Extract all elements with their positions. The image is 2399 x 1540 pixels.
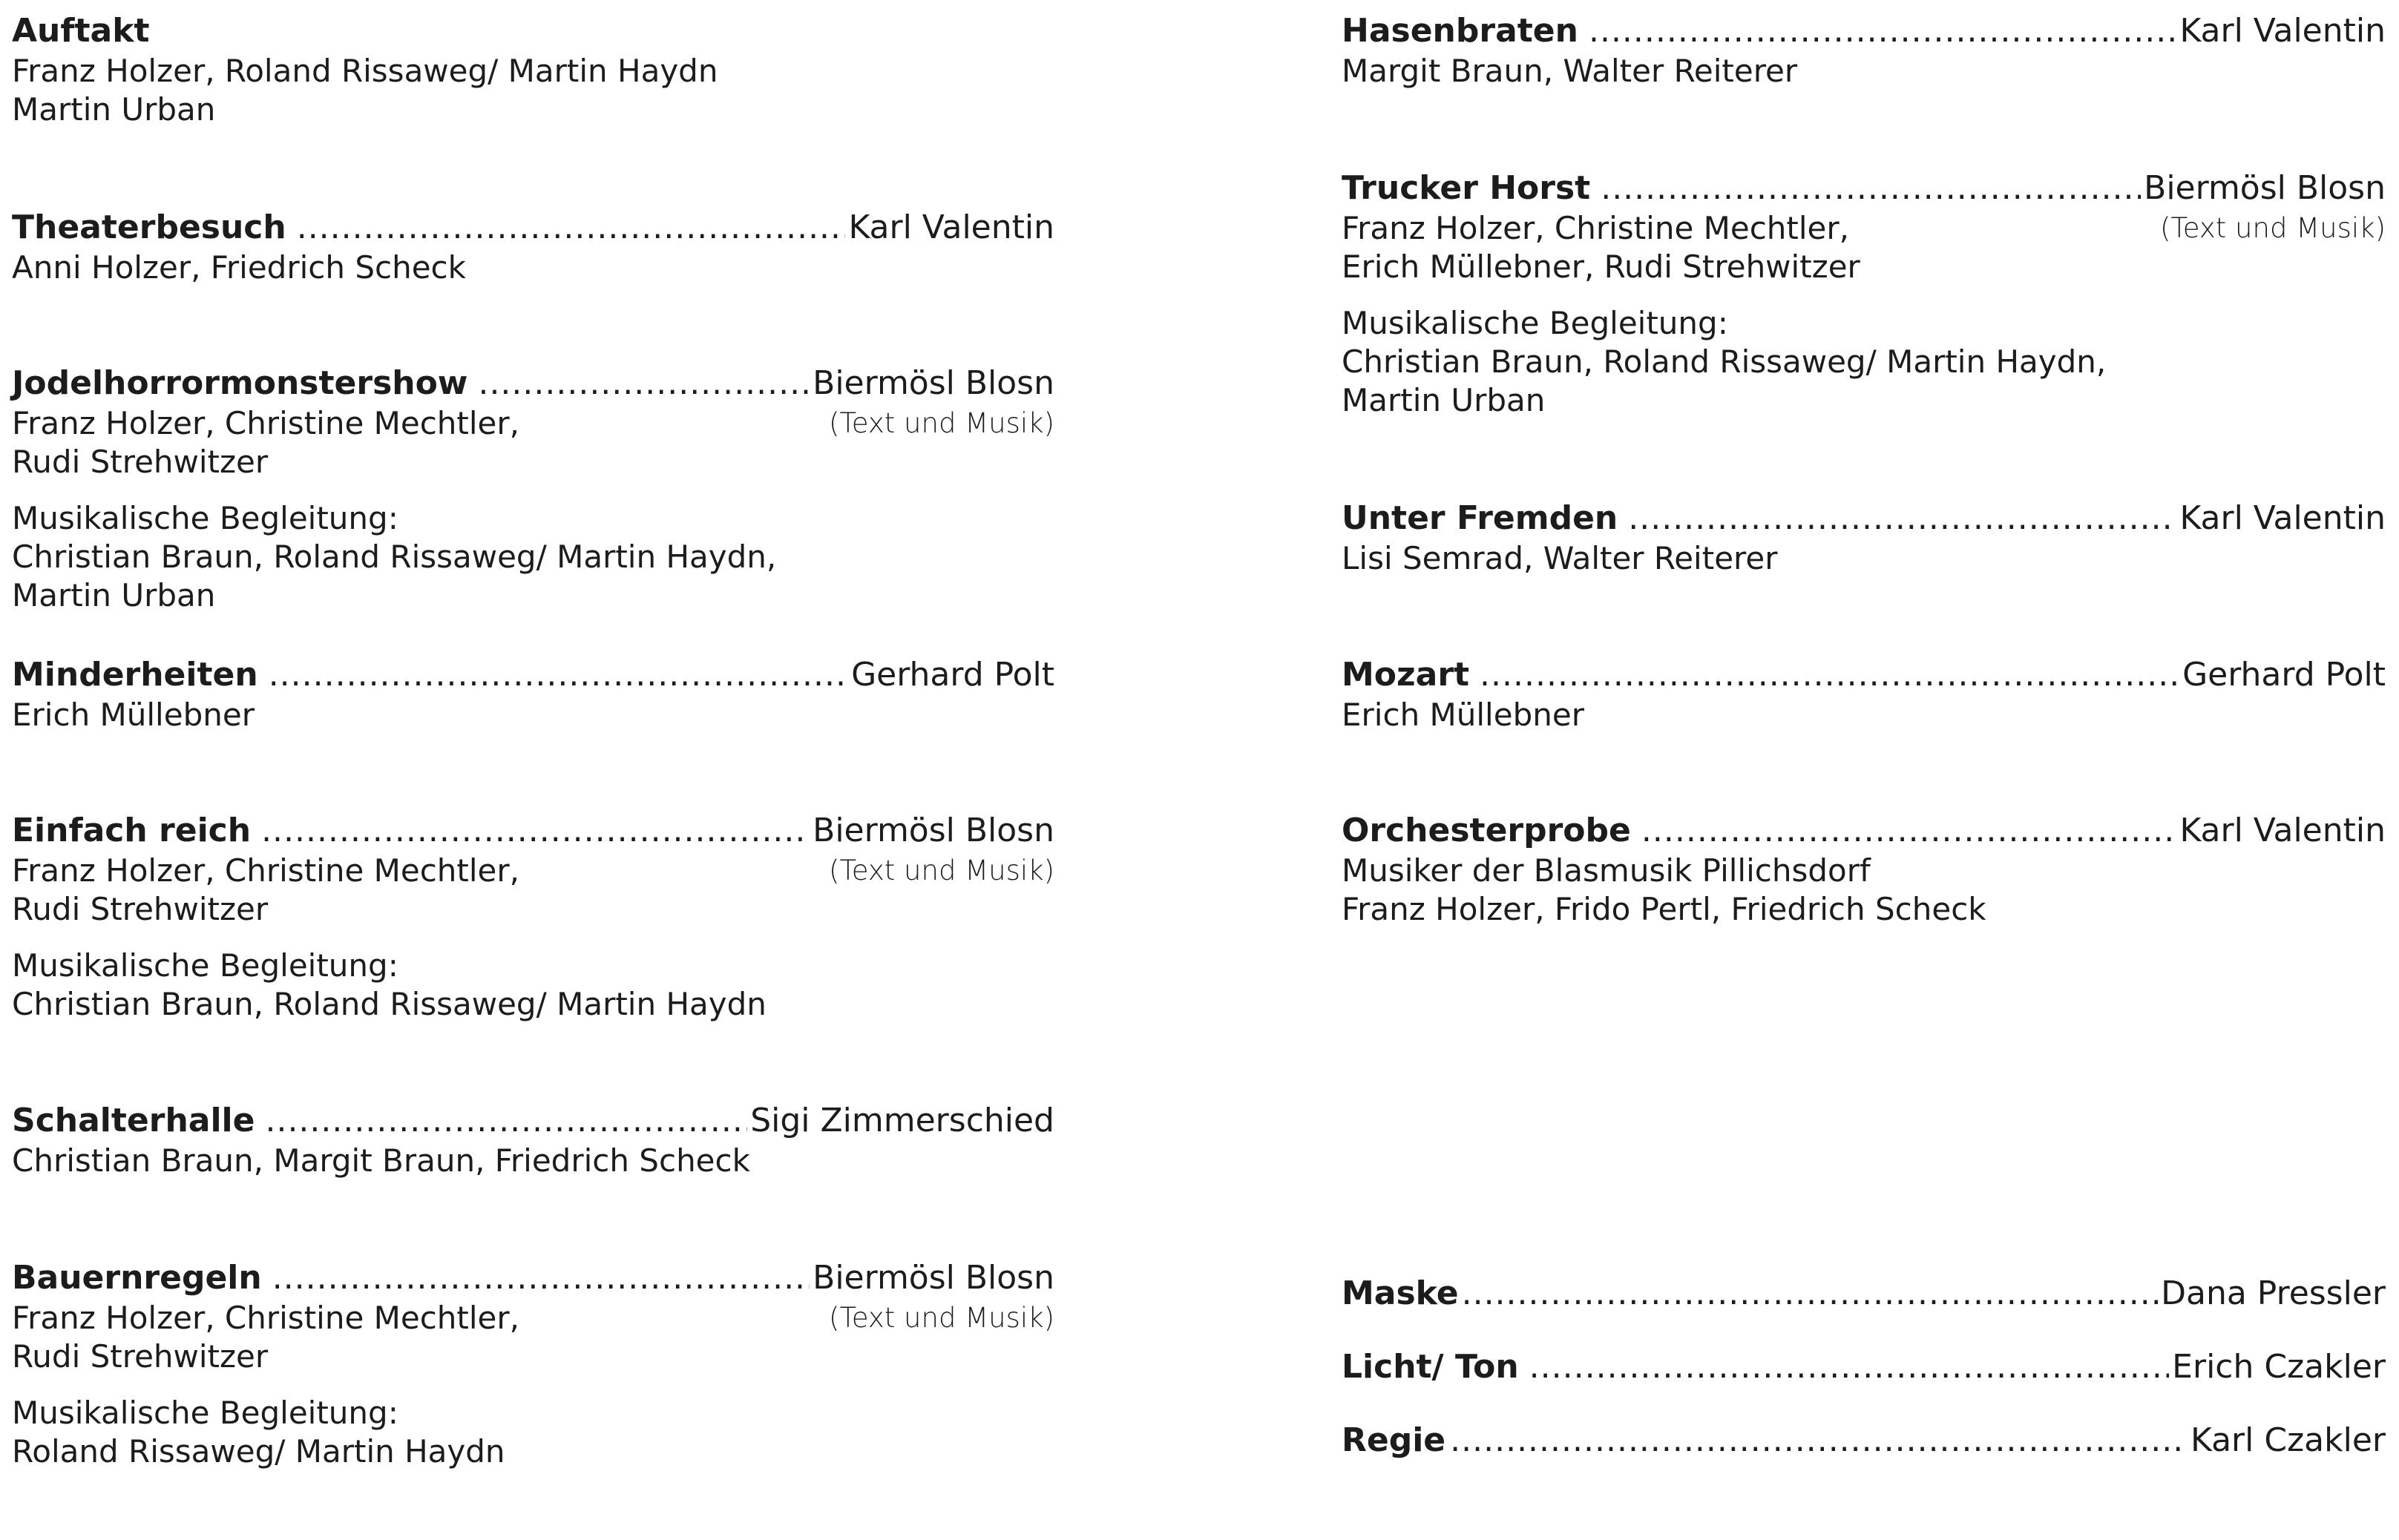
- credit-name: Dana Pressler: [2161, 1274, 2386, 1312]
- credit-role: Licht/ Ton: [1342, 1348, 1519, 1386]
- program-entry-minderheiten: [12, 654, 1054, 734]
- accompaniment-line: Martin Urban: [12, 577, 216, 613]
- accompaniment-label: Musikalische Begleitung:: [12, 947, 398, 984]
- dot-leader: [1462, 1273, 2159, 1314]
- accompaniment-line: Christian Braun, Roland Rissaweg/ Martin Haydn: [12, 986, 767, 1022]
- cast-line: Rudi Strehwitzer: [12, 1338, 269, 1375]
- dot-leader: [1450, 1420, 2188, 1461]
- dot-leader: [265, 1100, 747, 1142]
- entry-title: Einfach reich: [12, 812, 252, 849]
- cast-line: Erich Müllebner, Rudi Strehwitzer: [1342, 249, 1860, 285]
- program-entry-orchesterprobe: [1342, 810, 2386, 929]
- program-entry-auftakt: [12, 10, 1054, 129]
- entry-author: Karl Valentin: [848, 208, 1054, 246]
- credit-name: Karl Czakler: [2190, 1421, 2386, 1459]
- dot-leader: [269, 654, 848, 696]
- entry-author: Biermösl Blosn: [2144, 169, 2386, 207]
- entry-title: Schalterhalle: [12, 1102, 255, 1139]
- cast-line: Franz Holzer, Christine Mechtler,: [12, 852, 520, 889]
- program-entry-bauernregeln: [12, 1257, 1054, 1471]
- program-entry-einfach-reich: [12, 810, 1054, 1024]
- program-entry-theaterbesuch: [12, 207, 1054, 287]
- entry-author: Gerhard Polt: [851, 656, 1054, 694]
- cast-line: Lisi Semrad, Walter Reiterer: [1342, 540, 1778, 576]
- cast-line: Franz Holzer, Christine Mechtler,: [12, 1300, 520, 1336]
- accompaniment-line: Martin Urban: [1342, 382, 1546, 418]
- credit-name: Erich Czakler: [2172, 1348, 2386, 1386]
- dot-leader: [272, 1257, 810, 1299]
- entry-title: Orchesterprobe: [1342, 812, 1631, 849]
- entry-title: Mozart: [1342, 656, 1470, 694]
- program-entry-hasenbraten: [1342, 10, 2386, 91]
- dot-leader: [1641, 810, 2177, 852]
- entry-author: Karl Valentin: [2179, 499, 2386, 537]
- cast-line: Rudi Strehwitzer: [12, 891, 269, 927]
- dot-leader: [1601, 168, 2141, 209]
- cast-line: Franz Holzer, Christine Mechtler,: [12, 405, 520, 441]
- entry-note: (Text und Musik): [829, 407, 1054, 439]
- cast-line: Margit Braun, Walter Reiterer: [1342, 53, 1798, 89]
- entry-author: Biermösl Blosn: [813, 1259, 1054, 1297]
- program-right-column: [1342, 0, 2386, 1540]
- accompaniment-label: Musikalische Begleitung:: [12, 1395, 398, 1431]
- cast-line: Franz Holzer, Roland Rissaweg/ Martin Haydn: [12, 53, 718, 89]
- entry-author: Sigi Zimmerschied: [750, 1102, 1054, 1139]
- accompaniment-label: Musikalische Begleitung:: [12, 500, 398, 536]
- accompaniment-line: Christian Braun, Roland Rissaweg/ Martin Haydn,: [1342, 343, 2107, 380]
- cast-line: Musiker der Blasmusik Pillichsdorf: [1342, 852, 1871, 889]
- program-left-column: [12, 0, 1054, 1540]
- accompaniment-label: Musikalische Begleitung:: [1342, 305, 1728, 341]
- cast-line: Erich Müllebner: [1342, 697, 1584, 733]
- accompaniment-line: Roland Rissaweg/ Martin Haydn: [12, 1433, 505, 1470]
- entry-author: Karl Valentin: [2179, 12, 2386, 50]
- entry-author: Gerhard Polt: [2182, 656, 2386, 694]
- dot-leader: [1480, 654, 2179, 696]
- entry-title: Bauernregeln: [12, 1259, 262, 1297]
- cast-line: Franz Holzer, Frido Pertl, Friedrich Scheck: [1342, 891, 1986, 927]
- entry-author: Biermösl Blosn: [813, 812, 1054, 849]
- entry-title: Jodelhorrormonstershow: [12, 364, 468, 402]
- credit-role: Regie: [1342, 1421, 1446, 1459]
- dot-leader: [1589, 10, 2176, 52]
- dot-leader: [261, 810, 810, 852]
- entry-title: Hasenbraten: [1342, 12, 1578, 50]
- entry-title: Unter Fremden: [1342, 499, 1618, 537]
- credit-role: Maske: [1342, 1274, 1459, 1312]
- entry-note: (Text und Musik): [829, 855, 1054, 886]
- program-entry-mozart: [1342, 654, 2386, 734]
- program-entry-schalterhalle: [12, 1100, 1054, 1180]
- cast-line: Anni Holzer, Friedrich Scheck: [12, 249, 466, 286]
- entry-title: Trucker Horst: [1342, 169, 1591, 207]
- credit-regie: [1342, 1420, 2386, 1461]
- credit-licht-ton: [1342, 1346, 2386, 1388]
- dot-leader: [1529, 1346, 2170, 1388]
- program-entry-trucker-horst: [1342, 168, 2386, 420]
- cast-line: Christian Braun, Margit Braun, Friedrich Scheck: [12, 1142, 750, 1179]
- cast-line: Rudi Strehwitzer: [12, 444, 269, 480]
- program-entry-jodelhorrormonstershow: [12, 363, 1054, 615]
- dot-leader: [478, 363, 810, 404]
- cast-line: Franz Holzer, Christine Mechtler,: [1342, 210, 1850, 246]
- entry-title: Minderheiten: [12, 656, 258, 694]
- program-entry-unter-fremden: [1342, 498, 2386, 578]
- entry-author: Karl Valentin: [2179, 812, 2386, 849]
- cast-line: Erich Müllebner: [12, 697, 255, 733]
- entry-title: Auftakt: [12, 12, 150, 50]
- cast-line: Martin Urban: [12, 91, 216, 128]
- entry-title: Theaterbesuch: [12, 208, 286, 246]
- entry-note: (Text und Musik): [829, 1302, 1054, 1334]
- credit-maske: [1342, 1273, 2386, 1314]
- entry-author: Biermösl Blosn: [813, 364, 1054, 402]
- dot-leader: [1628, 498, 2176, 539]
- accompaniment-line: Christian Braun, Roland Rissaweg/ Martin Haydn,: [12, 539, 777, 575]
- dot-leader: [297, 207, 846, 249]
- entry-note: (Text und Musik): [2160, 212, 2386, 244]
